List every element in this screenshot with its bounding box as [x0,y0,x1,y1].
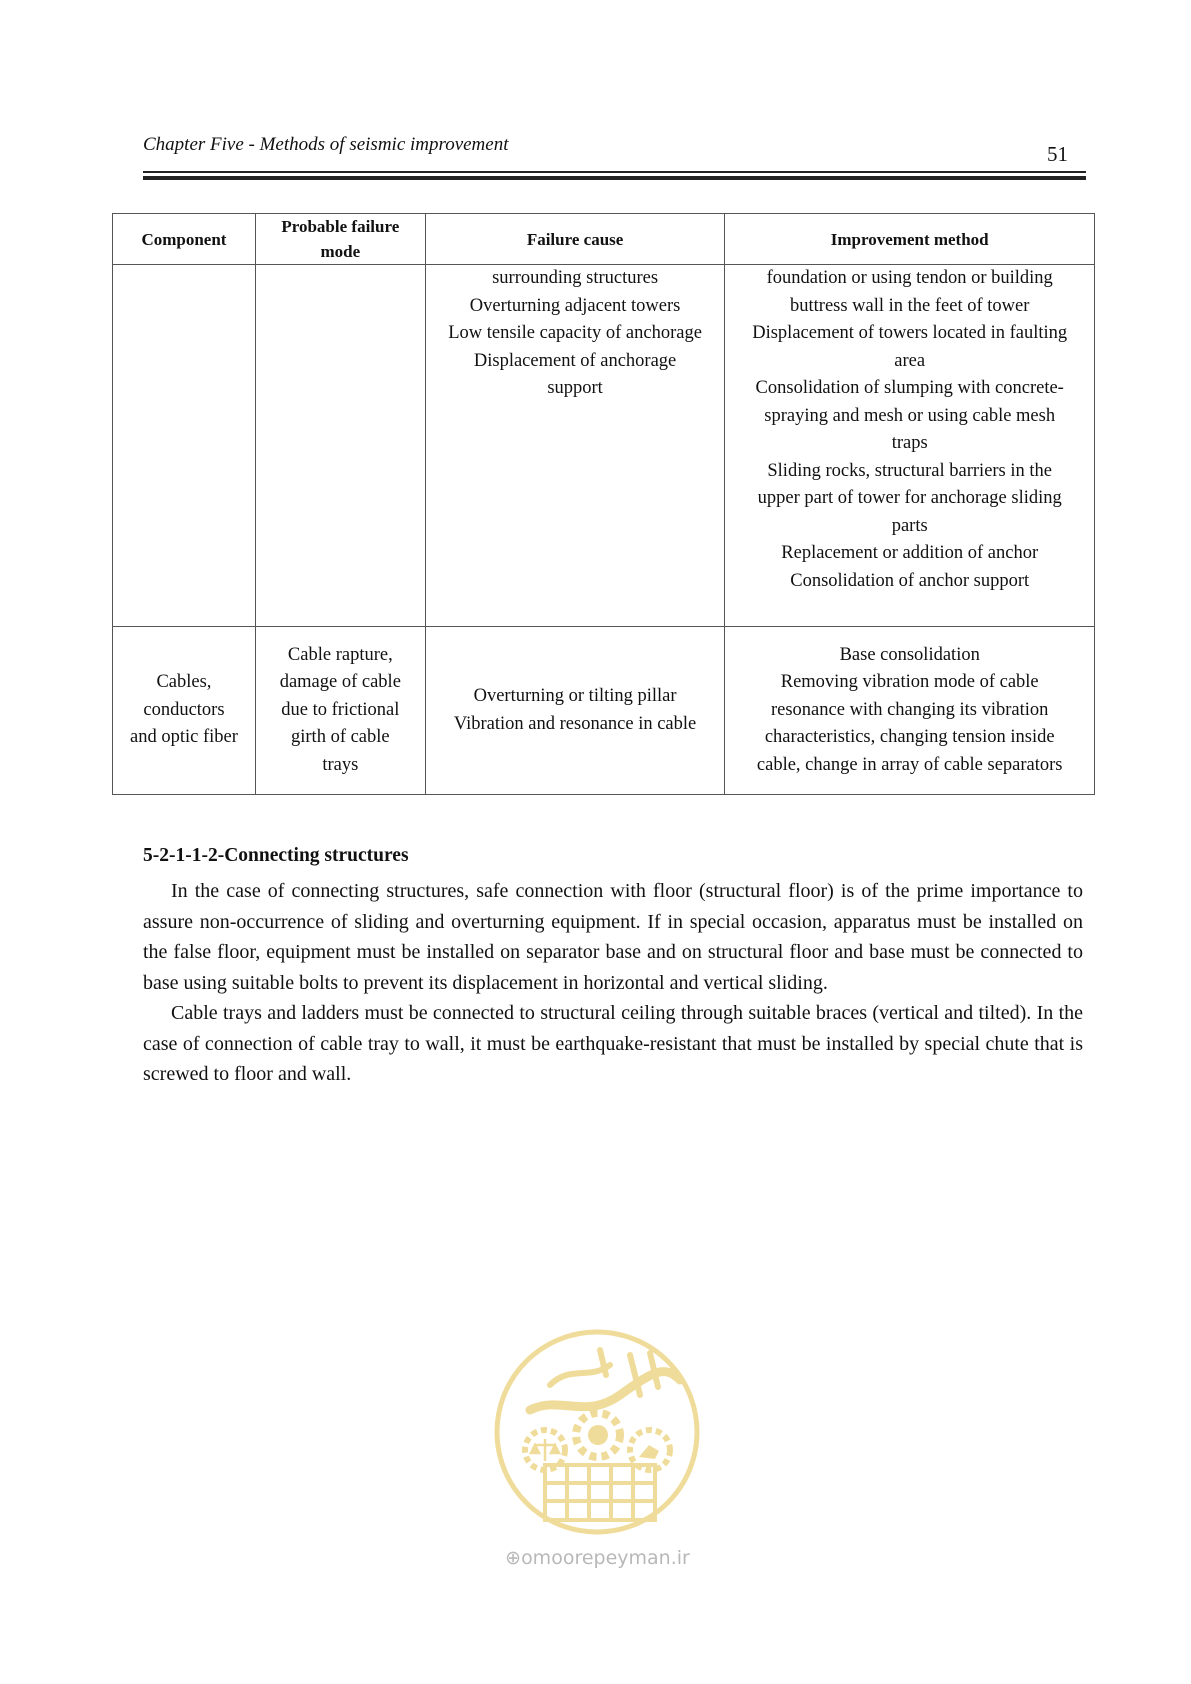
cell-line: Vibration and resonance in cable [453,713,697,734]
table-header-row [113,214,1095,265]
failure-cause-cell [425,627,725,795]
cell-line: Overturning or tilting pillar [473,686,677,706]
cell-line: Low tensile capacity of anchorage [448,323,702,343]
header-rule-thick [143,176,1086,180]
cell-line: surrounding structures [492,268,659,288]
cell-line: buttress wall in the feet of tower [790,295,1030,316]
cell-line: Overturning adjacent towers [469,295,681,316]
cell-line: Cables, [156,672,212,693]
section-connecting-structures [143,845,1083,1090]
globe-icon: ⊕ [505,1547,522,1569]
chapter-title: Chapter Five - Methods of seismic improvement [143,134,509,155]
improvement-cell [725,627,1095,795]
cell-line: damage of cable [279,672,401,693]
column-header-component: Component [113,214,256,265]
cell-line: trays [322,754,359,775]
table-row [113,265,1095,627]
watermark-site: omoorepeyman.ir [521,1547,690,1569]
cell-line: characteristics, changing tension inside [764,727,1055,748]
excavator-icon [625,1425,675,1475]
page-number: 51 [1047,142,1068,166]
cell-line: Consolidation of slumping with concrete- [755,378,1064,398]
cell-line: Removing vibration mode of cable [780,672,1039,693]
column-header-failure-mode: Probable failure mode [255,214,425,265]
gear-icon [570,1407,626,1463]
paragraph: In the case of connecting structures, safe connection with floor (structural floor) is of the prime importance to assure non-occurrence of sliding and overturning equipment. If in special occasion, apparatus must be installed on the false floor, equipment must be installed on separator base and on structural floor and base must be connected to base using suitable bolts to prevent its displacement in horizontal and vertical sliding. [143,880,1083,994]
column-header-improvement: Improvement method [725,214,1095,265]
improvement-cell [725,265,1095,627]
cell-line: girth of cable [291,727,390,748]
component-cell [113,627,256,795]
component-cell [113,265,256,627]
cell-line: Replacement or addition of anchor [781,543,1039,563]
cell-line: resonance with changing its vibration [770,699,1049,720]
cell-line: support [547,378,603,398]
table-row [113,627,1095,795]
cell-line: Displacement of towers located in faulting [752,323,1068,343]
failure-cause-cell [425,265,725,627]
cell-line: traps [891,433,928,453]
cell-line: Displacement of anchorage [473,350,677,371]
page-header [143,134,1086,184]
cell-line: due to frictional [281,699,400,720]
cell-line: Sliding rocks, structural barriers in the [767,460,1053,481]
header-rule-thin [143,171,1086,173]
cell-line: Consolidation of anchor support [790,570,1030,591]
watermark-logo [490,1325,705,1575]
cell-line: foundation or using tendon or building [766,268,1053,288]
cell-line: Cable rapture, [287,644,393,665]
cell-line: Base consolidation [839,644,980,665]
column-header-failure-cause: Failure cause [425,214,725,265]
failure-table [112,213,1095,795]
failure-mode-cell [255,265,425,627]
cell-line: cable, change in array of cable separators [756,754,1063,775]
scales-icon [520,1425,570,1475]
cell-line: conductors [143,699,225,720]
cell-line: spraying and mesh or using cable mesh [764,405,1056,426]
cell-line: upper part of tower for anchorage sliding [757,488,1062,508]
cell-line: and optic fiber [130,727,238,748]
section-heading: 5-2-1-1-2-Connecting structures [143,845,409,866]
watermark-site-text [490,1547,705,1569]
paragraph: Cable trays and ladders must be connected to structural ceiling through suitable braces (vertical and tilted). In the case of connection of cable tray to wall, it must be earthquake-resistant that must be installed by special chute that is screwed to floor and wall. [143,1002,1083,1085]
cell-line: area [894,350,926,371]
cell-line: parts [891,515,928,536]
failure-mode-cell [255,627,425,795]
